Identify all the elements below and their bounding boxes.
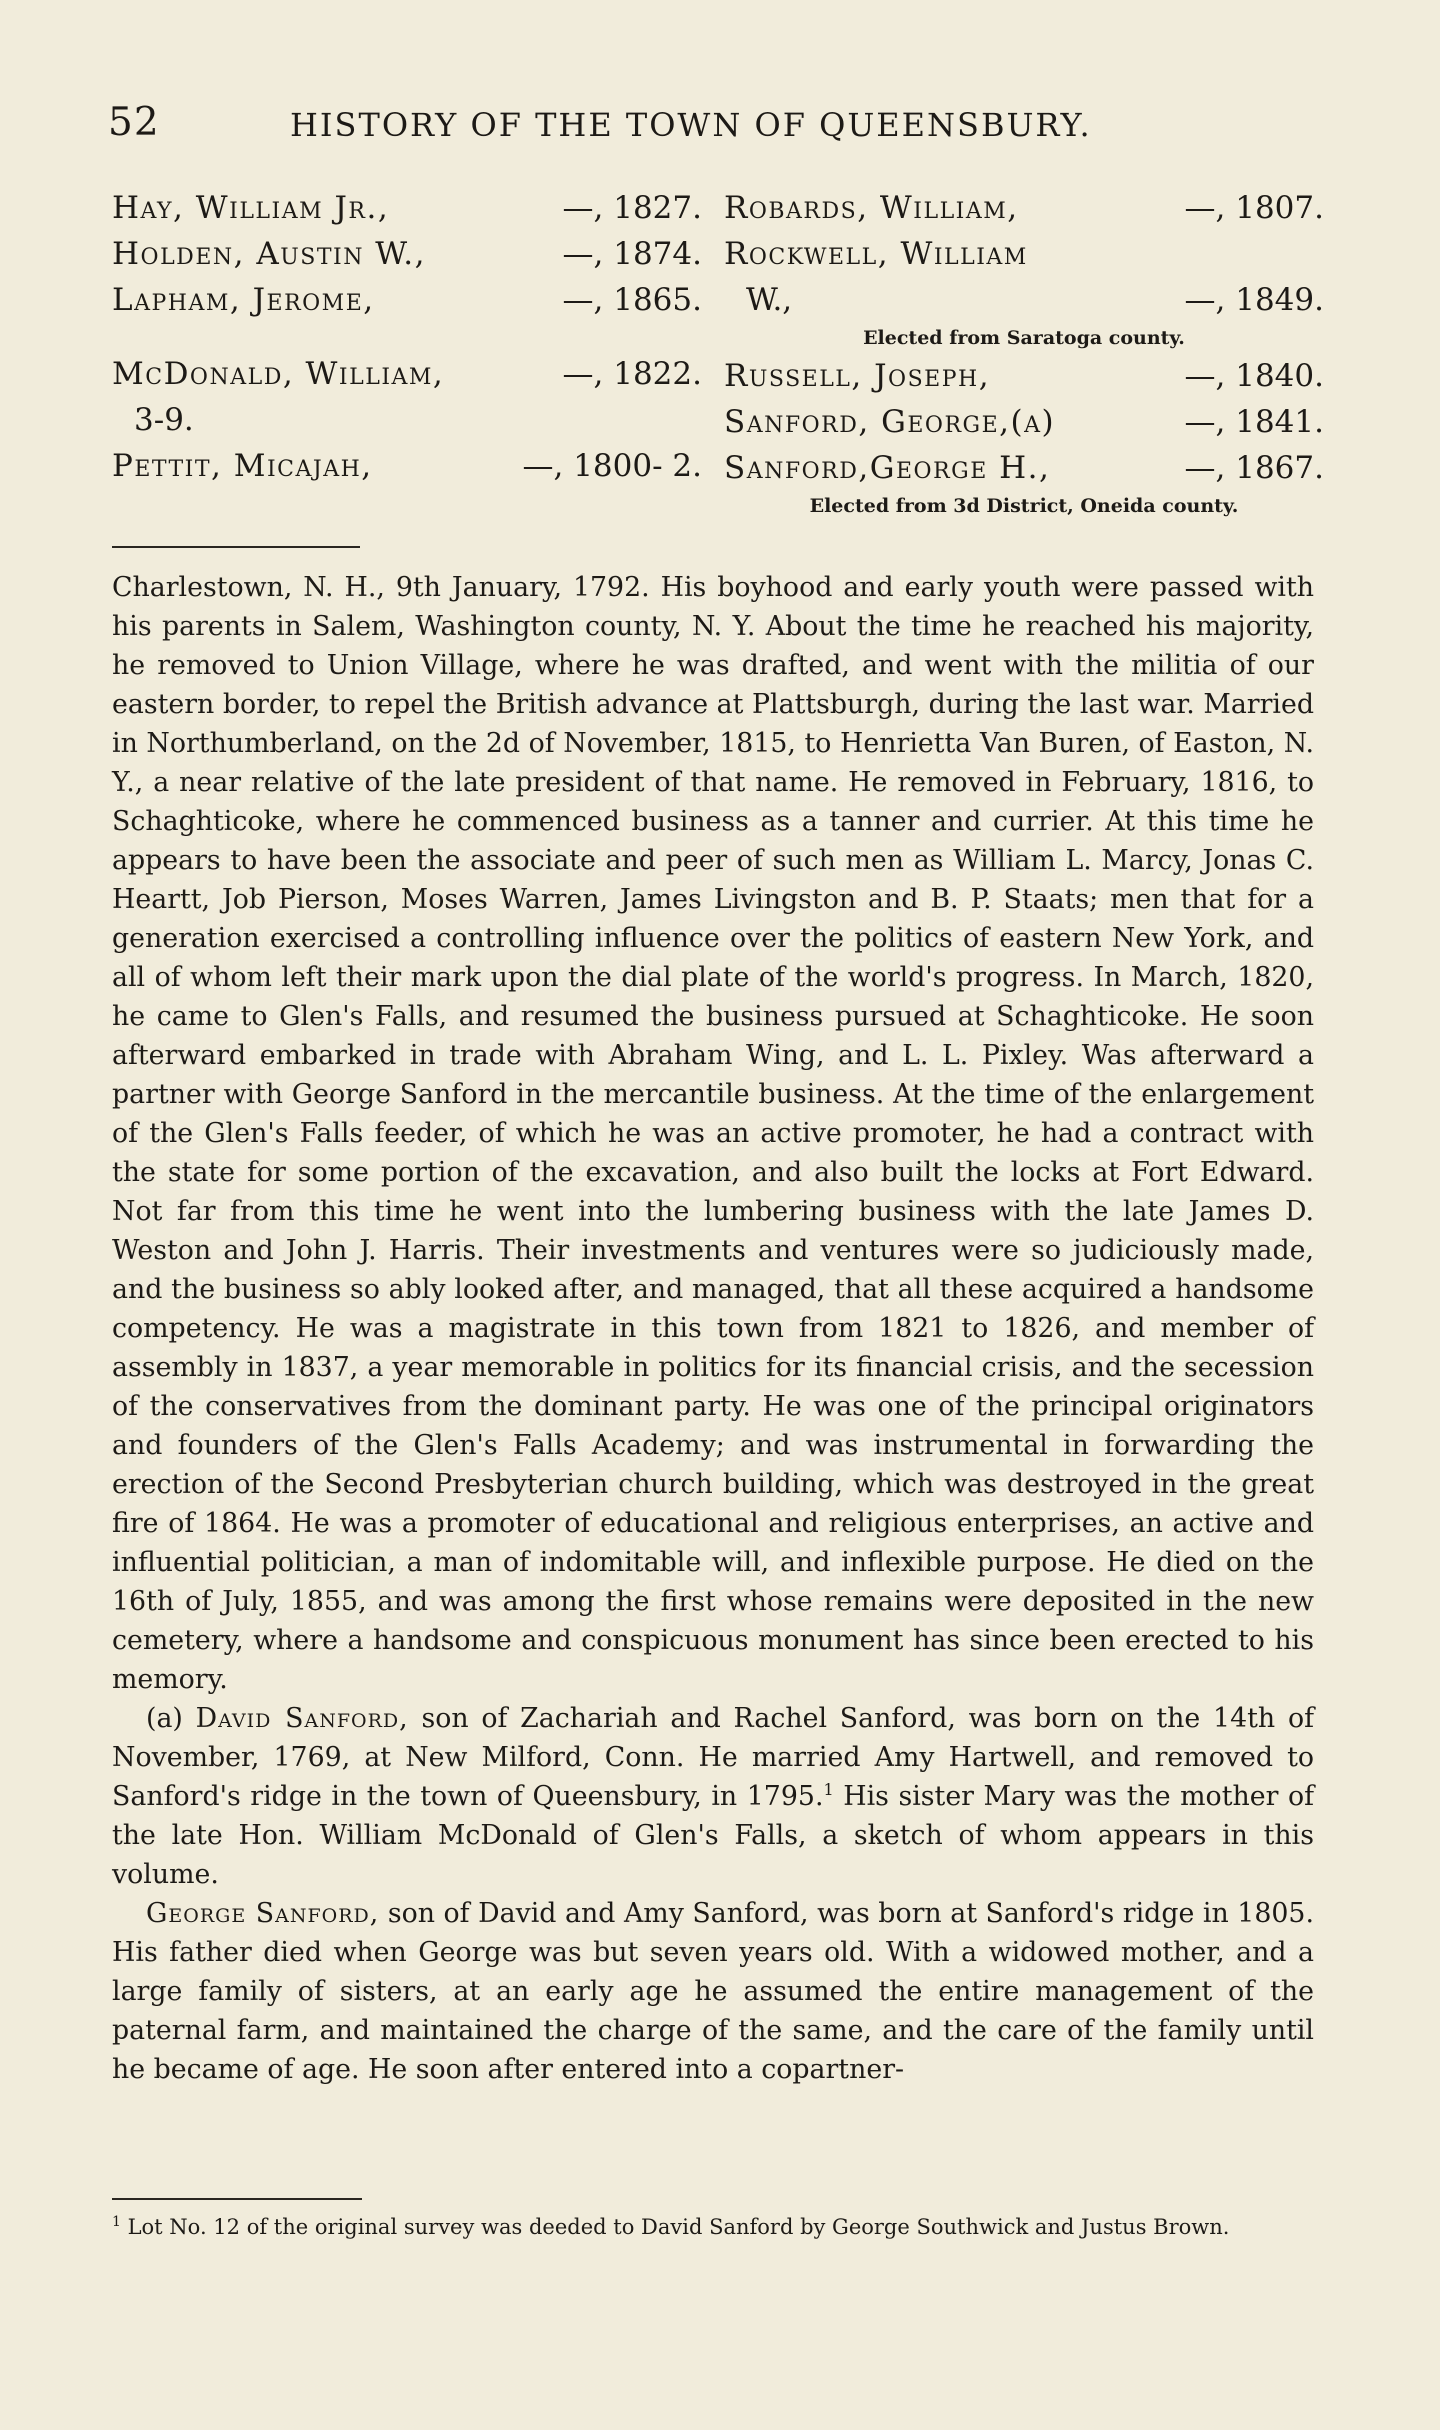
member-term: —, 1849. [1184,282,1324,318]
member-name: Sanford,George H., [724,450,1051,486]
member-entry-continuation [112,397,702,443]
member-term: —, 1874. [562,236,702,272]
paragraph-david-sanford [112,1699,1314,1894]
note-label: (a) [146,1703,183,1734]
member-term: —, 1807. [1184,190,1324,226]
member-name: Hay, William Jr., [112,190,390,226]
member-term: —, 1867. [1184,450,1324,486]
member-entry [112,185,702,231]
member-entry [724,231,1324,277]
member-list-left-column [112,185,702,489]
member-name: Sanford, George,(a) [724,404,1056,440]
member-entry [112,231,702,277]
election-note: Elected from Saratoga county. [863,327,1185,349]
paragraph-biography-continued: Charlestown, N. H., 9th January, 1792. His boyhood and early youth were passed with his parents in Salem, Washington county, N. Y. About the time he reached his majority, he removed to Union Village, where he was drafted, and went with the militia of our eastern border, to repel the British advance at Plattsburgh, during the last war. Married in Northumberland, on the 2d of November, 1815, to Henrietta Van Buren, of Easton, N. Y., a near relative of the late president of that name. He removed in February, 1816, to Schaghticoke, where he commenced business as a tanner and currier. At this time he appears to have been the associate and peer of such men as William L. Marcy, Jonas C. Heartt, Job Pierson, Moses Warren, James Livingston and B. P. Staats; men that for a generation exercised a controlling influence over the politics of eastern New York, and all of whom left their mark upon the dial plate of the world's progress. In March, 1820, he came to Glen's Falls, and resumed the business pursued at Schaghticoke. He soon afterward embarked in trade with Abraham Wing, and L. L. Pixley. Was afterward a partner with George Sanford in the mercantile business. At the time of the enlargement of the Glen's Falls feeder, of which he was an active promoter, he had a contract with the state for some portion of the excavation, and also built the locks at Fort Edward. Not far from this time he went into the lumbering business with the late James D. Weston and John J. Harris. Their investments and ventures were so judiciously made, and the business so ably looked after, and managed, that all these acquired a handsome competency. He was a magistrate in this town from 1821 to 1826, and member of assembly in 1837, a year memorable in politics for its financial crisis, and the secession of the conservatives from the dominant party. He was one of the principal originators and founders of the Glen's Falls Academy; and was instrumental in forwarding the erection of the Second Presbyterian church building, which was destroyed in the great fire of 1864. He was a promoter of educational and religious enterprises, an active and influential politician, a man of indomitable will, and inflexible purpose. He died on the 16th of July, 1855, and was among the first whose remains were deposited in the new cemetery, where a handsome and conspicuous monument has since been erected to his memory. [112,572,1314,1695]
paragraph-text: son of Zachariah and Rachel Sanford, was born on the 14th of November, 1769, at New Milford, Conn. He married Amy Hartwell, and removed to Sanford's ridge in the town of Queensbury, in 1795. [112,1703,1314,1812]
member-term: —, 1865. [562,282,702,318]
member-term: —, 1800- 2. [522,448,702,484]
body-text [112,568,1314,2089]
member-name: Russell, Joseph, [724,358,991,394]
section-divider [112,546,360,548]
member-name: Pettit, Micajah, [112,448,373,484]
member-name-continuation: W., [746,282,793,318]
page-number: 52 [108,100,160,145]
footnote-reference: 1 [823,1780,834,1800]
footnote-divider [112,2198,362,2200]
member-entry [724,399,1324,445]
member-entry [724,185,1324,231]
running-head: HISTORY OF THE TOWN OF QUEENSBURY. [290,106,1092,144]
member-name: Lapham, Jerome, [112,282,375,318]
member-term-continuation: 3-9. [134,402,194,438]
election-note: Elected from 3d District, Oneida county. [809,495,1239,517]
paragraph-text: son of David and Amy Sanford, was born at Sanford's ridge in 1805. His father died when George was but seven years old. With a widowed mother, and a large family of sisters, at an early age he assumed the entire management of the paternal farm, and maintained the charge of the same, and the care of the family until he became of age. He soon after entered into a copartner- [112,1898,1314,2085]
member-entry [112,443,702,489]
person-name: David Sanford, [195,1703,409,1734]
member-entry [112,351,702,397]
member-name: Robards, William, [724,190,1019,226]
member-name: Rockwell, William [724,236,1028,272]
member-entry-continuation [724,277,1324,323]
spacer [112,323,702,351]
member-entry [724,445,1324,491]
member-list [112,185,1322,545]
footnote-text: Lot No. 12 of the original survey was deeded to David Sanford by George Southwick and Justus Brown. [120,2215,1230,2239]
person-name: George Sanford, [146,1898,380,1929]
member-list-right-column [724,185,1324,521]
member-term: —, 1840. [1184,358,1324,394]
member-term: —, 1841. [1184,404,1324,440]
member-name: Holden, Austin W., [112,236,426,272]
footnote-marker: 1 [112,2214,121,2230]
member-term: —, 1822. [562,356,702,392]
footnote [112,2208,1314,2241]
paragraph-george-sanford [112,1894,1314,2089]
member-entry [724,353,1324,399]
member-term: —, 1827. [562,190,702,226]
member-entry [112,277,702,323]
page-header [108,100,1318,150]
member-name: McDonald, William, [112,356,445,392]
paragraph-text: His sister Mary was the mother of the late Hon. William McDonald of Glen's Falls, a sketch of whom appears in this volume. [112,1781,1315,1890]
